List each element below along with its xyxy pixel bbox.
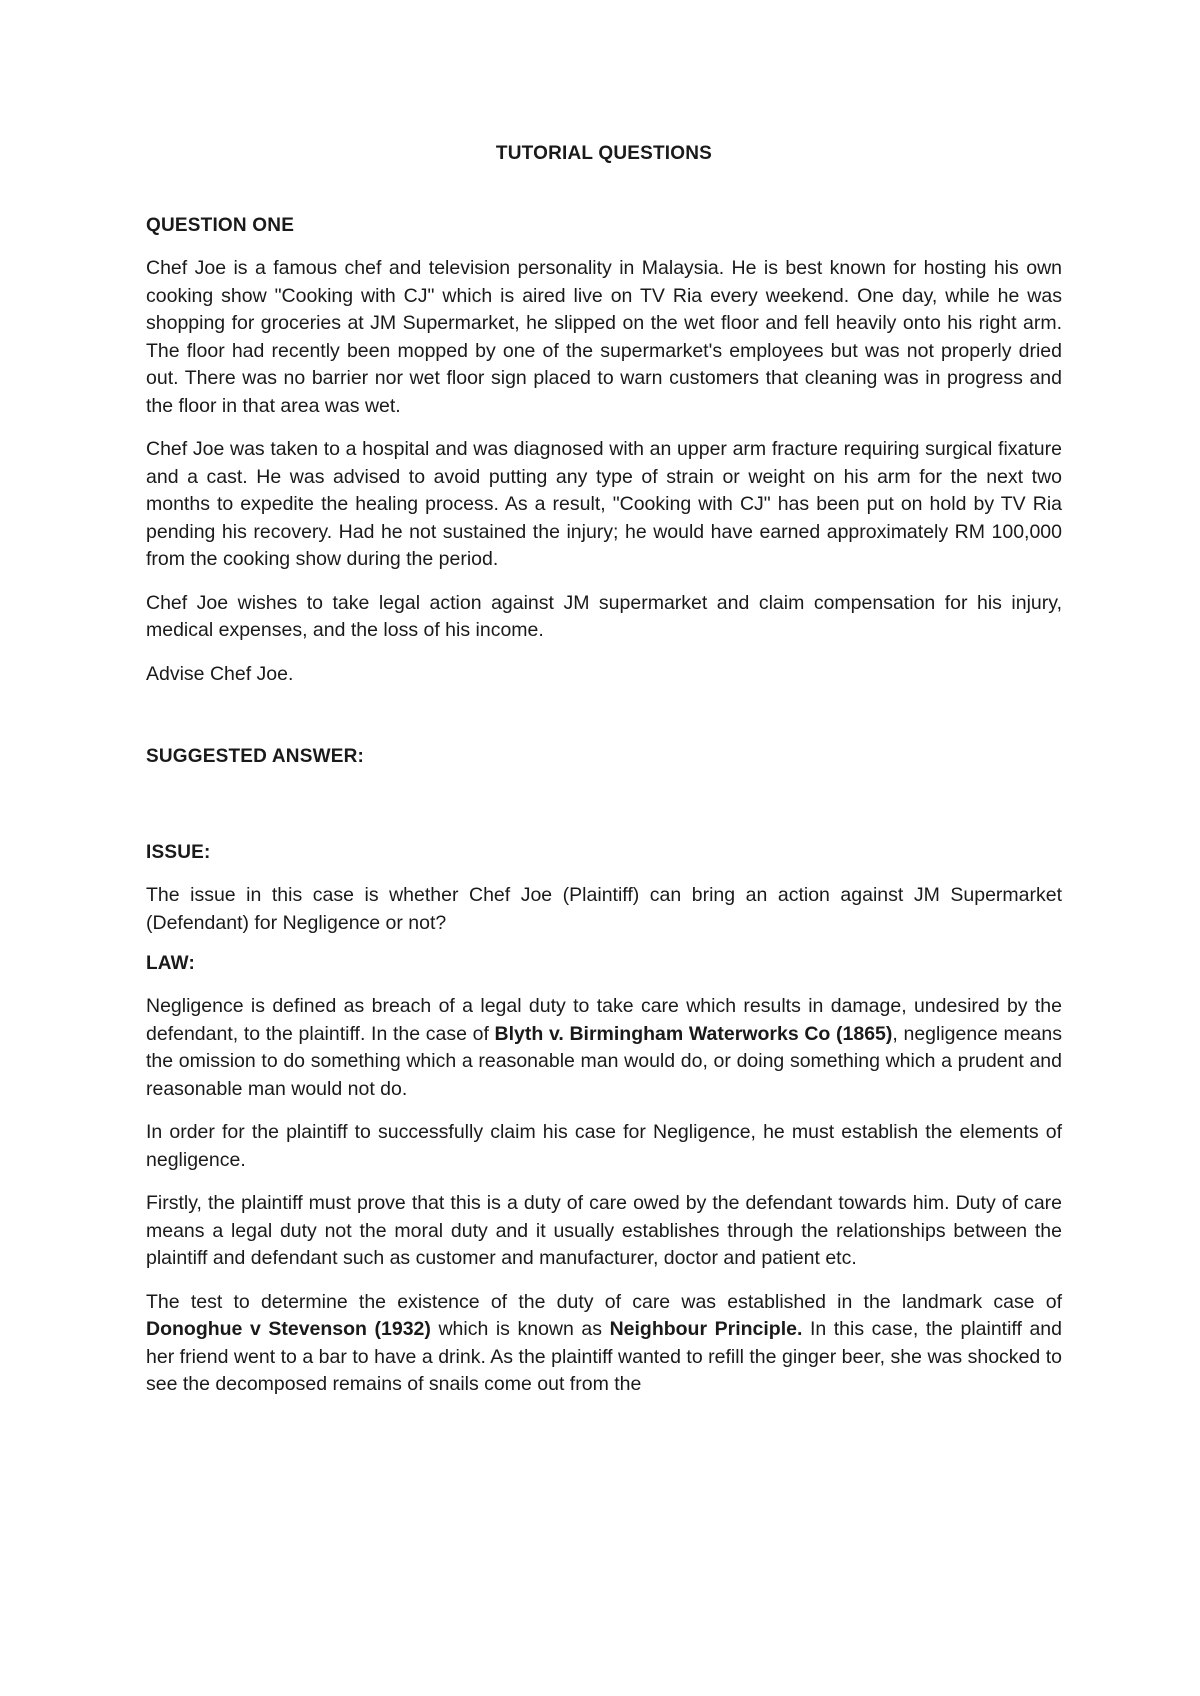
law-paragraph-2: In order for the plaintiff to successfully claim his case for Negligence, he must establish the elements of negligence.	[146, 1121, 1062, 1171]
law-text: In this case, the plaintiff and her friend went to a bar to have a drink. As the plaintiff wanted to refill the ginger beer, she was shocked to see the decomposed remains of snails come out from the	[146, 1318, 1063, 1395]
law-heading: LAW:	[146, 953, 195, 974]
law-paragraph-4	[146, 1289, 1062, 1399]
suggested-answer-heading: SUGGESTED ANSWER:	[146, 746, 365, 767]
case-citation-donoghue: Donoghue v Stevenson (1932)	[146, 1318, 431, 1340]
law-paragraph-1	[146, 993, 1062, 1103]
question-heading: QUESTION ONE	[146, 215, 295, 236]
document-title: TUTORIAL QUESTIONS	[495, 143, 713, 164]
law-text: Negligence is defined as breach of a legal duty to take care which results in damage, undesired by the defendant, to the plaintiff. In the case of	[146, 995, 1062, 1045]
issue-heading: ISSUE:	[146, 842, 211, 863]
law-text: which is known as	[430, 1318, 610, 1340]
spacer	[146, 704, 1062, 746]
neighbour-principle-term: Neighbour Principle.	[609, 1318, 803, 1340]
case-citation-blyth: Blyth v. Birmingham Waterworks Co (1865)	[494, 1022, 893, 1045]
question-paragraph-2: Chef Joe was taken to a hospital and was diagnosed with an upper arm fracture requiring surgical fixature and a cast. He was advised to avoid putting any type of strain or weight on his arm for the next two months to expedite the healing process. As a result, "Cooking with CJ" has been put on hold by TV Ria pending his recovery. Had he not sustained the injury; he would have earned approximately RM 100,000 from the cooking show during the period.	[146, 438, 1062, 570]
document-body	[146, 143, 1062, 1415]
law-paragraph-3: Firstly, the plaintiff must prove that this is a duty of care owed by the defendant towards him. Duty of care means a legal duty not the moral duty and it usually establishes through the relationships between the plaintiff and defendant such as customer and manufacturer, doctor and patient etc.	[146, 1192, 1062, 1269]
question-paragraph-3: Chef Joe wishes to take legal action against JM supermarket and claim compensation for his injury, medical expenses, and the loss of his income.	[146, 591, 1062, 641]
law-text: , negligence means the omission to do something which a reasonable man would do, or doing something which a prudent and reasonable man would not do.	[146, 1022, 1062, 1100]
law-text: The test to determine the existence of the duty of care was established in the landmark case of	[146, 1290, 1062, 1313]
question-paragraph-1: Chef Joe is a famous chef and television personality in Malaysia. He is best known for hosting his own cooking show "Cooking with CJ" which is aired live on TV Ria every weekend. One day, while he was shopping for groceries at JM Supermarket, he slipped on the wet floor and fell heavily onto his right arm. The floor had recently been mopped by one of the supermarket's employees but was not properly dried out. There was no barrier nor wet floor sign placed to warn customers that cleaning was in progress and the floor in that area was wet.	[146, 257, 1062, 417]
spacer	[146, 786, 1062, 842]
question-instruction: Advise Chef Joe.	[146, 662, 294, 685]
issue-paragraph: The issue in this case is whether Chef Joe (Plaintiff) can bring an action against JM Supermarket (Defendant) for Negligence or not?	[146, 884, 1062, 934]
